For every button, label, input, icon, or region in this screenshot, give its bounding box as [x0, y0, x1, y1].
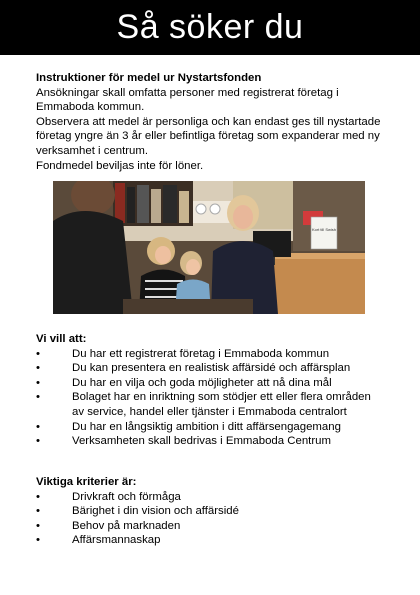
list-item-text: Behov på marknaden [72, 519, 181, 532]
list-item-text: Affärsmannaskap [72, 534, 161, 547]
intro-title: Instruktioner för medel ur Nystartsfonden [36, 72, 262, 84]
bullet-icon: • [36, 505, 40, 518]
bullet-icon: • [36, 534, 40, 547]
list-item-text: Du har ett registrerat företag i Emmaboda kommun [72, 347, 330, 360]
counter-sign-text: Kort till Swish [311, 227, 337, 232]
intro-paragraph-3: Fondmedel beviljas inte för löner. [36, 159, 204, 172]
list-item [36, 390, 386, 419]
we-want-list [36, 347, 386, 449]
intro-paragraph-2: Observera att medel är personliga och kan endast ges till nystartade företag yngre än 3 år eller befintliga företag som expanderar med ny verksamhet i centrum. [36, 115, 381, 157]
list-item-text: Bärighet i din vision och affärsidé [72, 505, 239, 518]
bullet-icon: • [36, 519, 40, 532]
bullet-icon: • [36, 376, 40, 389]
intro-section [36, 71, 386, 173]
list-item [36, 347, 386, 362]
list-item [36, 504, 386, 519]
list-item [36, 376, 386, 391]
list-item-text: Verksamheten skall bedrivas i Emmaboda Centrum [72, 435, 331, 448]
bullet-icon: • [36, 362, 40, 375]
criteria-list [36, 490, 386, 548]
list-item-text: Bolaget har en inriktning som stödjer ett eller flera områden av service, handel eller tjänster i Emmaboda centralort [72, 391, 371, 418]
we-want-section [36, 332, 386, 449]
list-item [36, 361, 386, 376]
criteria-section [36, 475, 386, 548]
list-item [36, 519, 386, 534]
list-item [36, 420, 386, 435]
bullet-icon: • [36, 391, 40, 404]
shop-photo [53, 181, 365, 314]
page-header [0, 0, 420, 55]
list-item-text: Drivkraft och förmåga [72, 490, 181, 503]
bullet-icon: • [36, 420, 40, 433]
shop-photo-illustration [53, 181, 365, 314]
criteria-heading: Viktiga kriterier är: [36, 476, 137, 488]
list-item-text: Du har en vilja och goda möjligheter att nå dina mål [72, 376, 332, 389]
intro-paragraph-1: Ansökningar skall omfatta personer med registrerat företag i Emmaboda kommun. [36, 86, 339, 114]
list-item [36, 490, 386, 505]
bullet-icon: • [36, 490, 40, 503]
list-item [36, 434, 386, 449]
bullet-icon: • [36, 347, 40, 360]
list-item [36, 533, 386, 548]
we-want-heading: Vi vill att: [36, 333, 87, 345]
bullet-icon: • [36, 435, 40, 448]
list-item-text: Du kan presentera en realistisk affärsidé och affärsplan [72, 362, 351, 375]
page-title: Så söker du [116, 8, 304, 46]
list-item-text: Du har en långsiktig ambition i ditt affärsengagemang [72, 420, 341, 433]
